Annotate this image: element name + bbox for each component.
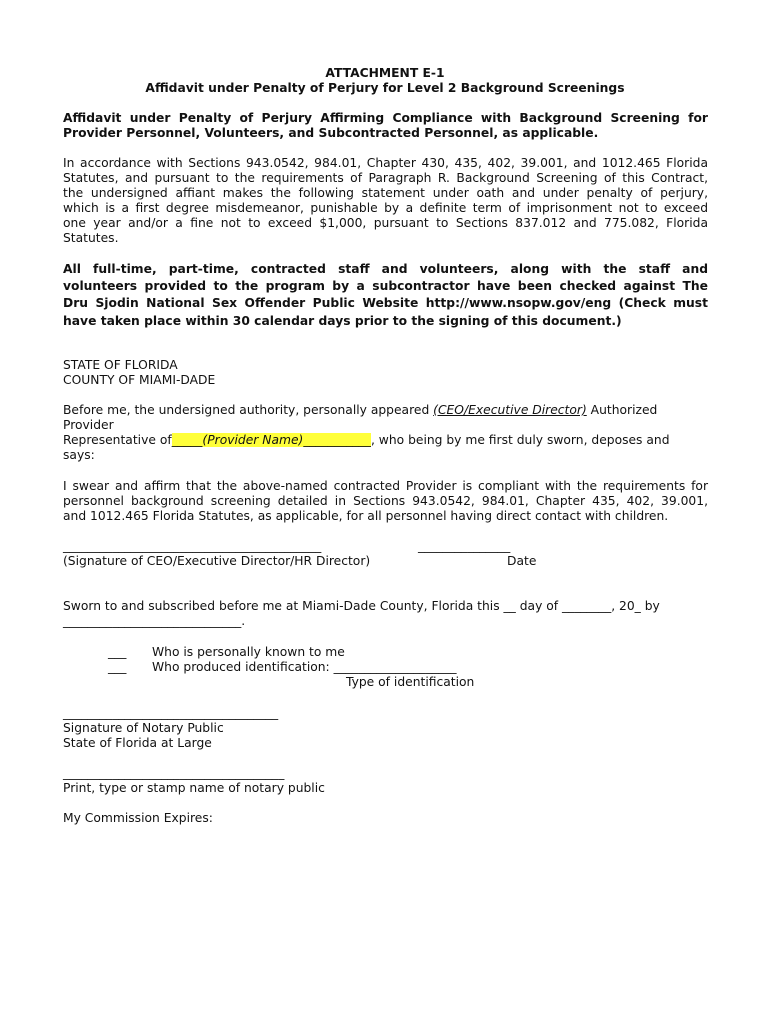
oath-line: I swear and affirm that the above-named contracted Provider is compliant with the requirements for (63, 479, 708, 493)
venue-county: COUNTY OF MIAMI-DADE (63, 373, 216, 387)
id-option-label[interactable]: Who produced identification: ____________________ (152, 660, 457, 674)
commission-expires-label: My Commission Expires: (63, 811, 213, 825)
appearance-line-3 (63, 433, 708, 448)
oath-line: and 1012.465 Florida Statutes, as applicable, for all personnel having direct contact with children. (63, 509, 669, 523)
date-label: Date (507, 554, 537, 568)
heading-line-2: Provider Personnel, Volunteers, and Subcontracted Personnel, as applicable. (63, 126, 599, 140)
intro-line: Statutes. (63, 231, 119, 245)
sworn-line-2[interactable]: _____________________________. (63, 614, 246, 628)
document-subtitle: Affidavit under Penalty of Perjury for Level 2 Background Screenings (145, 81, 625, 95)
notary-print-label: Print, type or stamp name of notary public (63, 781, 325, 795)
known-checkbox-blank[interactable]: ___ (108, 645, 127, 659)
rep-prefix: Representative of (63, 433, 172, 447)
known-option-label: Who is personally known to me (152, 645, 345, 659)
venue-state: STATE OF FLORIDA (63, 358, 178, 372)
intro-line: Statutes, and pursuant to the requirements of Paragraph R. Background Screening of this Contract, (63, 171, 708, 185)
notice-line: Dru Sjodin National Sex Offender Public Website http://www.nsopw.gov/eng (Check must (63, 296, 708, 310)
appearance-line-2: Provider (63, 418, 114, 432)
appearance-line-4: says: (63, 448, 95, 462)
provider-name-field[interactable]: _____(Provider Name)___________ (171, 433, 371, 447)
notary-signature-line[interactable]: ___________________________________ (63, 706, 279, 720)
id-checkbox-blank[interactable]: ___ (108, 660, 127, 674)
intro-line: the undersigned affiant makes the following statement under oath and under penalty of perjury, (63, 186, 708, 200)
ceo-signature-line[interactable]: __________________________________________ (63, 539, 322, 553)
appearance-prefix: Before me, the undersigned authority, personally appeared (63, 403, 434, 417)
notice-line: have taken place within 30 calendar days prior to the signing of this document.) (63, 314, 622, 328)
ceo-signature-label: (Signature of CEO/Executive Director/HR Director) (63, 554, 371, 568)
appearance-suffix: Authorized (586, 403, 658, 417)
role-field[interactable]: (CEO/Executive Director) (433, 403, 587, 417)
appearance-line-1 (63, 403, 708, 418)
notary-signature-label: Signature of Notary Public (63, 721, 224, 735)
oath-line: personnel background screening detailed in Sections 943.0542, 984.01, Chapter 435, 402, 39.001, (63, 494, 708, 508)
rep-suffix: , who being by me first duly sworn, deposes and (370, 433, 670, 447)
notice-line: volunteers provided to the program by a subcontractor have been checked against The (63, 279, 708, 293)
attachment-title: ATTACHMENT E-1 (325, 66, 445, 80)
id-type-label: Type of identification (346, 675, 475, 689)
intro-line: In accordance with Sections 943.0542, 984.01, Chapter 430, 435, 402, 39.001, and 1012.465 Florida (63, 156, 708, 170)
notice-line: All full-time, part-time, contracted staff and volunteers, along with the staff and (63, 262, 708, 276)
heading-line-1: Affidavit under Penalty of Perjury Affirming Compliance with Background Screening for (63, 111, 708, 125)
notary-state-label: State of Florida at Large (63, 736, 212, 750)
date-line[interactable]: _______________ (418, 539, 511, 553)
notary-print-line[interactable]: ____________________________________ (63, 766, 285, 780)
sworn-line-1: Sworn to and subscribed before me at Miami-Dade County, Florida this __ day of ________, 20_ by (63, 599, 660, 613)
intro-line: which is a first degree misdemeanor, punishable by a definite term of imprisonment not to exceed (63, 201, 708, 215)
intro-line: one year and/or a fine not to exceed $1,000, pursuant to Sections 837.012 and 775.082, Florida (63, 216, 708, 230)
